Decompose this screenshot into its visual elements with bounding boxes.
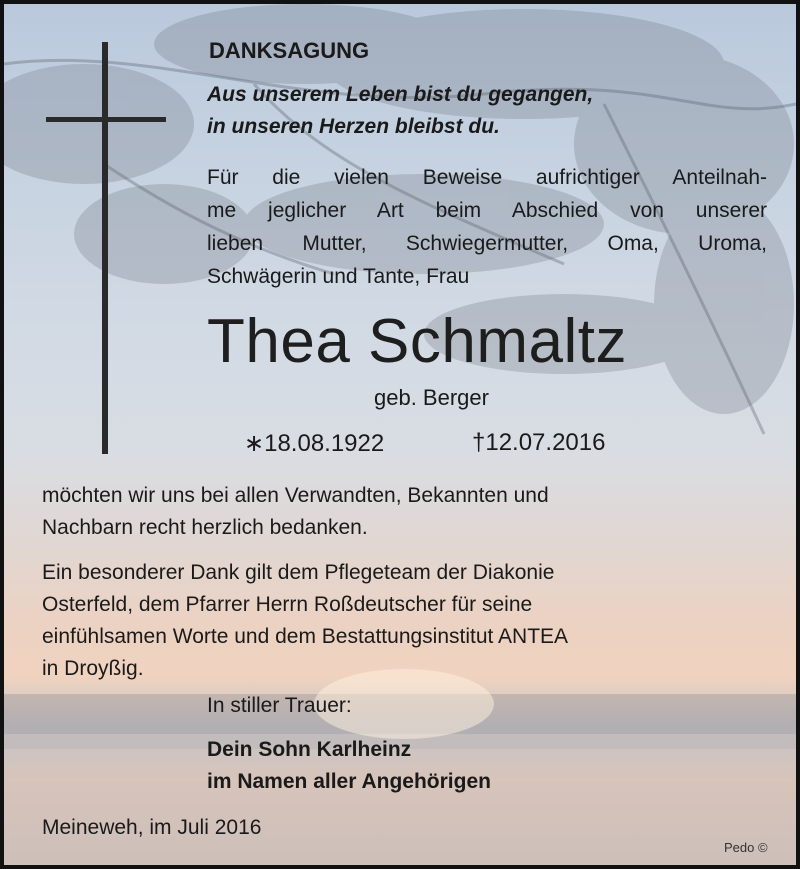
intro-line-3: lieben Mutter, Schwiegermutter, Oma, Uroma, — [207, 232, 767, 255]
special-thanks-line-2: Osterfeld, dem Pfarrer Herrn Roßdeutscher für seine — [42, 593, 533, 616]
intro-line-1: Für die vielen Beweise aufrichtiger Anteilnah- — [207, 166, 767, 189]
special-thanks-line-1: Ein besonderer Dank gilt dem Pflegeteam der Diakonie — [42, 561, 555, 584]
death-date: †12.07.2016 — [472, 429, 606, 456]
motto-line-2: in unseren Herzen bleibst du. — [207, 115, 500, 138]
birth-date: ∗18.08.1922 — [244, 430, 385, 457]
intro-paragraph — [207, 166, 767, 296]
mourner-line-2: im Namen aller Angehörigen — [207, 770, 491, 793]
intro-line-4: Schwägerin und Tante, Frau — [207, 265, 470, 288]
thanks-line-2: Nachbarn recht herzlich bedanken. — [42, 516, 368, 539]
latin-cross-icon — [102, 42, 108, 454]
heading: DANKSAGUNG — [209, 38, 370, 63]
special-thanks-line-3: einfühlsamen Worte und dem Bestattungsinstitut ANTEA — [42, 625, 569, 648]
maiden-name: geb. Berger — [374, 385, 489, 410]
deceased-name: Thea Schmaltz — [207, 307, 628, 376]
mourner-line-1: Dein Sohn Karlheinz — [207, 738, 412, 761]
cross-beam — [46, 117, 166, 122]
place-date: Meineweh, im Juli 2016 — [42, 816, 262, 839]
mourning-label: In stiller Trauer: — [207, 694, 352, 717]
motto-line-1: Aus unserem Leben bist du gegangen, — [207, 83, 594, 106]
intro-line-2: me jeglicher Art beim Abschied von unserer — [207, 199, 767, 222]
thanks-line-1: möchten wir uns bei allen Verwandten, Bekannten und — [42, 484, 549, 507]
photo-credit: Pedo © — [724, 840, 768, 855]
special-thanks-line-4: in Droyßig. — [42, 657, 144, 680]
